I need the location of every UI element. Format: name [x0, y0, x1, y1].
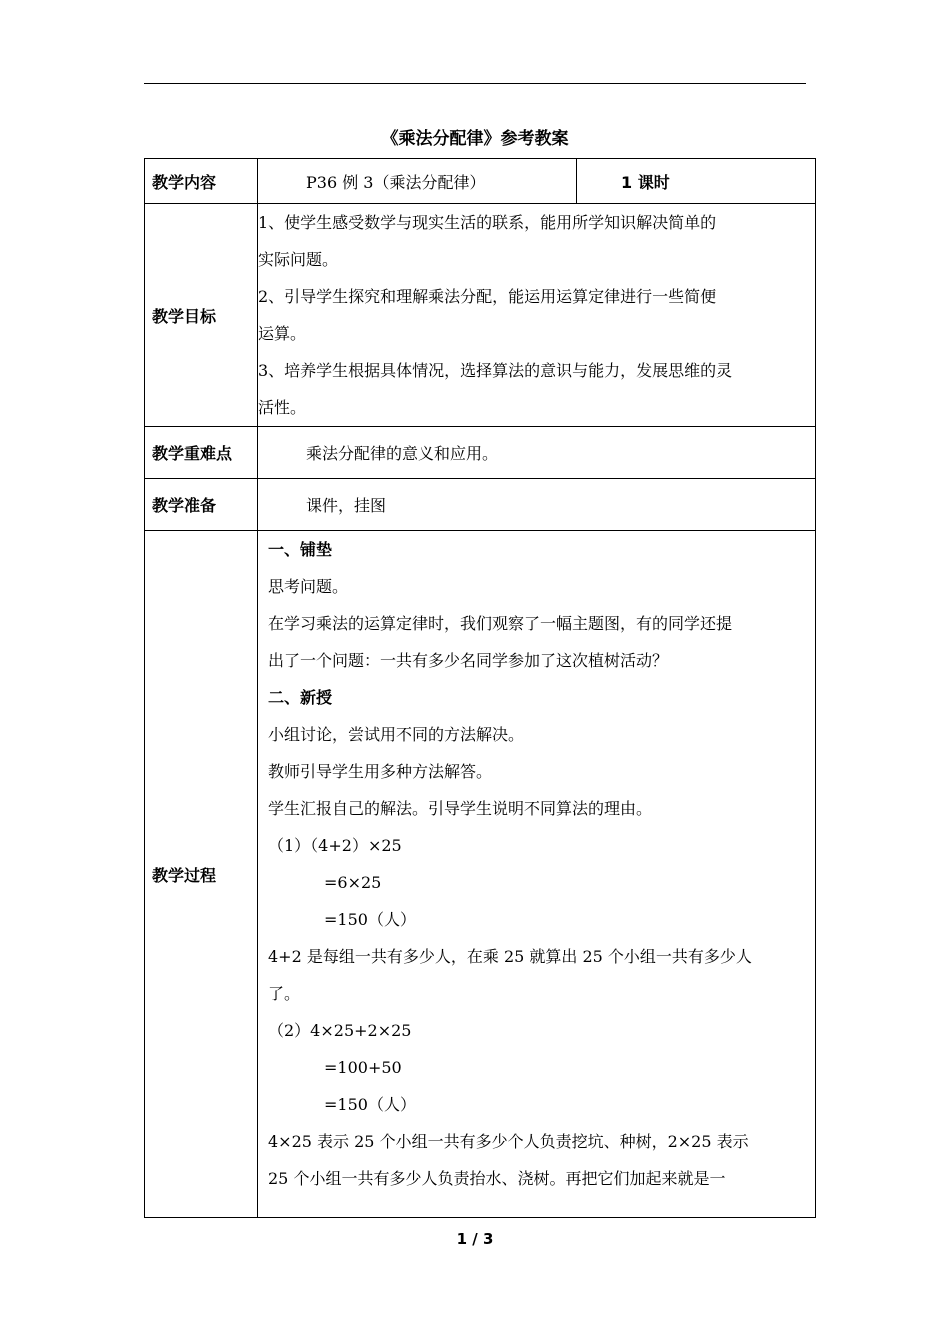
goal-line: 运算。	[258, 324, 307, 343]
process-line: 4×25 表示 25 个小组一共有多少个人负责挖坑、种树，2×25 表示	[268, 1132, 749, 1151]
content-label: 教学内容	[145, 159, 258, 204]
goal-line: 2、引导学生探究和理解乘法分配，能运用运算定律进行一些简便	[258, 287, 717, 306]
document-title: 《乘法分配律》参考教案	[381, 129, 569, 149]
key-points-value: 乘法分配律的意义和应用。	[258, 427, 816, 479]
content-row	[145, 159, 816, 204]
lesson-plan-table	[144, 158, 816, 1218]
content-value: P36 例 3（乘法分配律）	[258, 159, 577, 204]
goals-row	[145, 204, 816, 427]
process-line: 学生汇报自己的解法。引导学生说明不同算法的理由。	[268, 799, 653, 818]
calculation-step: =6×25	[324, 873, 382, 892]
header-rule	[144, 83, 806, 84]
calculation-line: （2）4×25+2×25	[268, 1021, 412, 1040]
goal-line: 1、使学生感受数学与现实生活的联系，能用所学知识解决简单的	[258, 213, 717, 232]
preparation-row	[145, 479, 816, 531]
calculation-step: =150（人）	[324, 910, 416, 929]
goals-content	[258, 204, 816, 427]
section-heading: 二、新授	[268, 688, 333, 707]
process-label: 教学过程	[145, 531, 258, 1218]
key-points-row	[145, 427, 816, 479]
goals-label: 教学目标	[145, 204, 258, 427]
process-content	[258, 531, 816, 1218]
goal-line: 活性。	[258, 398, 307, 417]
process-line: 思考问题。	[268, 577, 349, 596]
calculation-step: =100+50	[324, 1058, 402, 1077]
preparation-label: 教学准备	[145, 479, 258, 531]
process-line: 教师引导学生用多种方法解答。	[268, 762, 493, 781]
goal-line: 实际问题。	[258, 250, 339, 269]
goal-line: 3、培养学生根据具体情况，选择算法的意识与能力，发展思维的灵	[258, 361, 733, 380]
process-line: 出了一个问题：一共有多少名同学参加了这次植树活动？	[268, 651, 669, 670]
process-row	[145, 531, 816, 1218]
process-line: 4+2 是每组一共有多少人，在乘 25 就算出 25 个小组一共有多少人	[268, 947, 752, 966]
key-points-label: 教学重难点	[145, 427, 258, 479]
process-line: 小组讨论，尝试用不同的方法解决。	[268, 725, 525, 744]
calculation-step: =150（人）	[324, 1095, 416, 1114]
process-line: 25 个小组一共有多少人负责抬水、浇树。再把它们加起来就是一	[268, 1169, 726, 1188]
section-heading: 一、铺垫	[268, 540, 333, 559]
page-number: 1 / 3	[456, 1230, 494, 1248]
process-line: 在学习乘法的运算定律时，我们观察了一幅主题图，有的同学还提	[268, 614, 733, 633]
preparation-value: 课件，挂图	[258, 479, 816, 531]
lesson-hours: 1 课时	[577, 159, 816, 204]
calculation-line: （1）（4+2）×25	[268, 836, 402, 855]
process-line: 了。	[268, 984, 301, 1003]
